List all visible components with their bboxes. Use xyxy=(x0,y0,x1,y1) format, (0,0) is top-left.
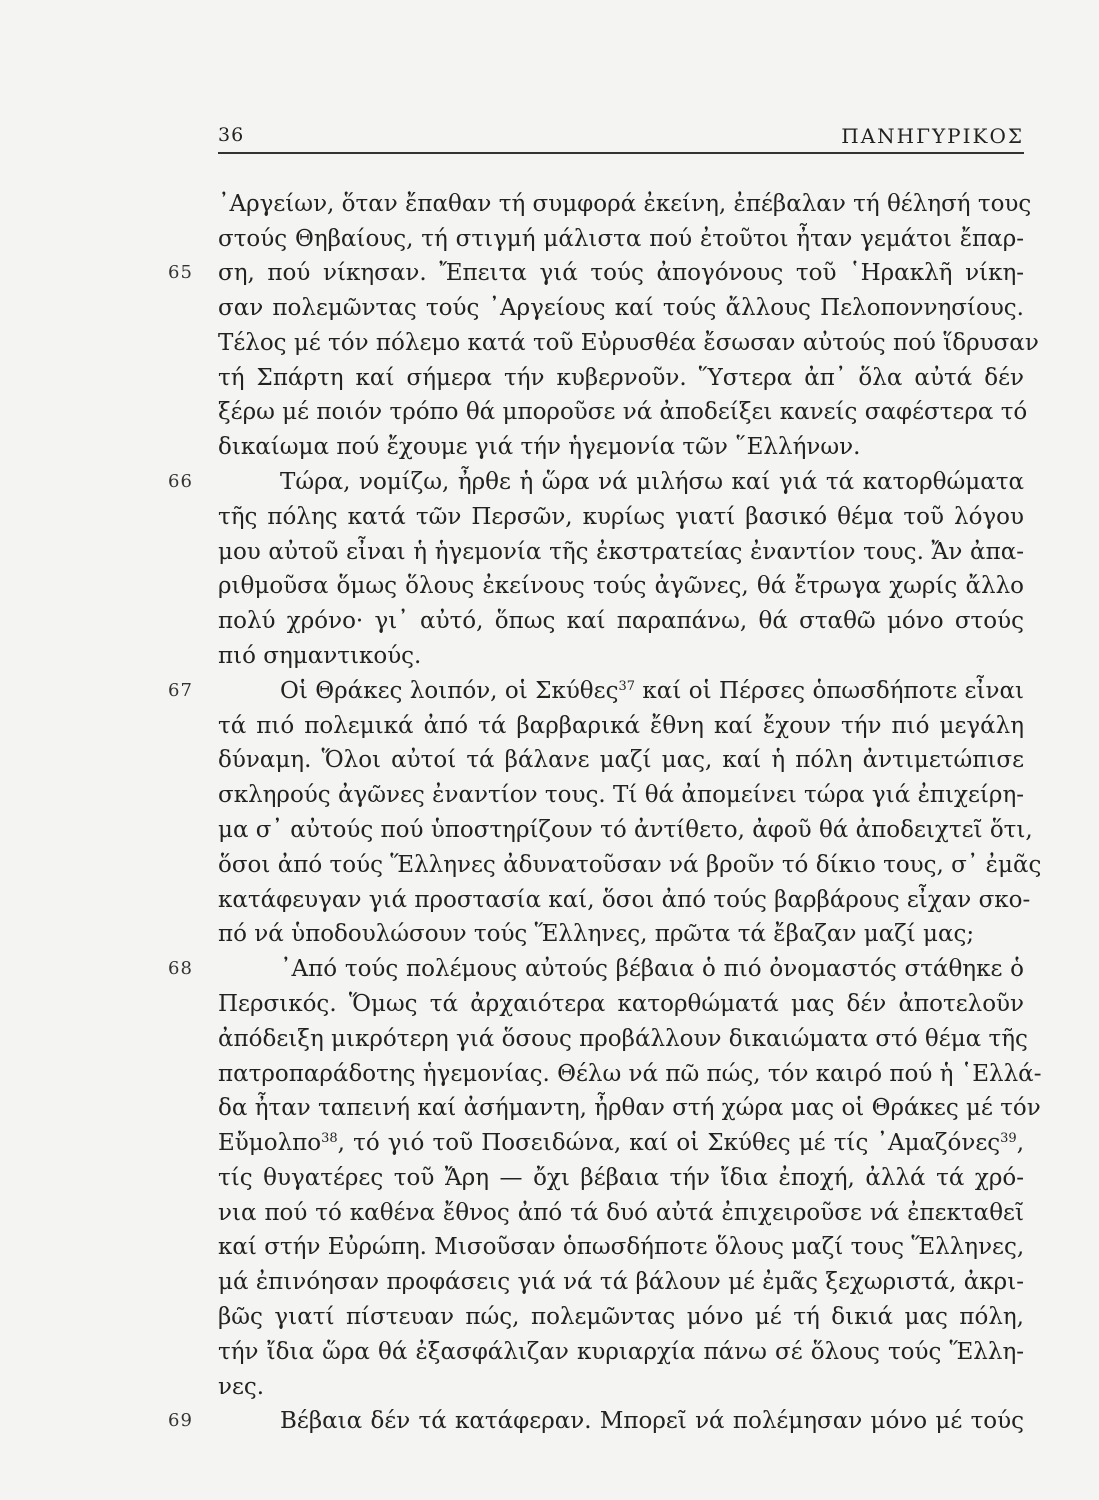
text-line: δύναμη. Ὅλοι αὐτοί τά βάλανε μαζί μας, καί ἡ πόλη ἀντιμετώπισε xyxy=(218,747,1024,773)
page-header xyxy=(218,118,1024,154)
text-line: στούς Θηβαίους, τή στιγμή μάλιστα πού ἐτοῦτοι ἦταν γεμάτοι ἔπαρ- xyxy=(218,226,1024,252)
text-line: ᾿Αργείων, ὅταν ἔπαθαν τή συμφορά ἐκείνη, ἐπέβαλαν τή θέλησή τους xyxy=(218,191,1032,217)
text-line: καί στήν Εὐρώπη. Μισοῦσαν ὁπωσδήποτε ὅλους μαζί τους Ἕλληνες, xyxy=(218,1234,1025,1260)
text-fragment: Οἱ Θράκες λοιπόν, οἱ Σκύθες xyxy=(280,678,619,704)
text-line xyxy=(218,1129,1024,1157)
section-number-67: 67 xyxy=(168,680,193,701)
text-fragment: καί οἱ Πέρσες ὁπωσδήποτε εἶναι xyxy=(635,678,1025,704)
text-line: Τώρα, νομίζω, ἦρθε ἡ ὥρα νά μιλήσω καί γιά τά κατορθώματα xyxy=(280,469,1024,495)
text-line: πολύ χρόνο· γι᾿ αὐτό, ὅπως καί παραπάνω, θά σταθῶ μόνο στούς xyxy=(218,608,1024,634)
section-number-65: 65 xyxy=(168,262,193,283)
text-line: τῆς πόλης κατά τῶν Περσῶν, κυρίως γιατί βασικό θέμα τοῦ λόγου xyxy=(218,504,1024,530)
running-title: ΠΑΝΗΓΥΡΙΚΟΣ xyxy=(841,124,1024,148)
text-line: Βέβαια δέν τά κατάφεραν. Μπορεῖ νά πολέμησαν μόνο μέ τούς xyxy=(280,1408,1024,1434)
text-fragment: Εὔμολπο xyxy=(218,1130,322,1156)
text-line: Περσικός. Ὅμως τά ἀρχαιότερα κατορθώματά μας δέν ἀποτελοῦν xyxy=(218,991,1024,1017)
text-line: πιό σημαντικούς. xyxy=(218,643,422,669)
text-line: μά ἐπινόησαν προφάσεις γιά νά τά βάλουν μέ ἐμᾶς ξεχωριστά, ἀκρι- xyxy=(218,1269,1024,1295)
text-line: ση, πού νίκησαν. Ἔπειτα γιά τούς ἀπογόνους τοῦ ῾Ηρακλῆ νίκη- xyxy=(218,260,1024,286)
text-line: ξέρω μέ ποιόν τρόπο θά μποροῦσε νά ἀποδείξει κανείς σαφέστερα τό xyxy=(218,399,1028,425)
text-line: τήν ἴδια ὥρα θά ἐξασφάλιζαν κυριαρχία πάνω σέ ὅλους τούς Ἕλλη- xyxy=(218,1339,1024,1365)
header-rule xyxy=(218,152,1024,154)
text-line: τή Σπάρτη καί σήμερα τήν κυβερνοῦν. Ὕστερα ἀπ᾿ ὅλα αὐτά δέν xyxy=(218,365,1024,391)
text-line: ὅσοι ἀπό τούς Ἕλληνες ἀδυνατοῦσαν νά βροῦν τό δίκιο τους, σ᾿ ἐμᾶς xyxy=(218,852,1042,878)
text-line: δα ἦταν ταπεινή καί ἀσήμαντη, ἦρθαν στή χώρα μας οἱ Θράκες μέ τόν xyxy=(218,1095,1041,1121)
text-line: κατάφευγαν γιά προστασία καί, ὅσοι ἀπό τούς βαρβάρους εἶχαν σκο- xyxy=(218,887,1031,913)
text-fragment: , τό γιό τοῦ Ποσειδώνα, καί οἱ Σκύθες μέ τίς ᾿Αμαζόνες xyxy=(337,1130,1001,1156)
section-number-69: 69 xyxy=(168,1410,193,1431)
page-number: 36 xyxy=(218,124,245,146)
footnote-ref-38[interactable]: 38 xyxy=(321,1131,338,1146)
text-line: σκληρούς ἀγῶνες ἐναντίον τους. Τί θά ἀπομείνει τώρα γιά ἐπιχείρη- xyxy=(218,782,1024,808)
text-line: τίς θυγατέρες τοῦ Ἄρη — ὄχι βέβαια τήν ἴδια ἐποχή, ἀλλά τά χρό- xyxy=(218,1165,1024,1191)
text-line: δικαίωμα πού ἔχουμε γιά τήν ἡγεμονία τῶν ῞Ελλήνων. xyxy=(218,434,861,460)
text-line: μα σ᾿ αὐτούς πού ὑποστηρίζουν τό ἀντίθετο, ἀφοῦ θά ἀποδειχτεῖ ὅτι, xyxy=(218,817,1033,843)
text-line: τά πιό πολεμικά ἀπό τά βαρβαρικά ἔθνη καί ἔχουν τήν πιό μεγάλη xyxy=(218,713,1024,739)
text-line xyxy=(218,677,1024,705)
text-line: νες. xyxy=(218,1374,265,1400)
text-line: βῶς γιατί πίστευαν πώς, πολεμῶντας μόνο μέ τή δικιά μας πόλη, xyxy=(218,1304,1024,1330)
text-line: ᾿Από τούς πολέμους αὐτούς βέβαια ὁ πιό ὀνομαστός στάθηκε ὁ xyxy=(280,956,1024,982)
footnote-ref-39[interactable]: 39 xyxy=(1000,1131,1017,1146)
text-line: μου αὐτοῦ εἶναι ἡ ἡγεμονία τῆς ἐκστρατείας ἐναντίον τους. Ἄν ἀπα- xyxy=(218,539,1024,565)
text-line: Τέλος μέ τόν πόλεμο κατά τοῦ Εὐρυσθέα ἔσωσαν αὐτούς πού ἵδρυσαν xyxy=(218,330,1039,356)
section-number-68: 68 xyxy=(168,958,193,979)
text-line: πό νά ὑποδουλώσουν τούς Ἕλληνες, πρῶτα τά ἔβαζαν μαζί μας; xyxy=(218,921,975,947)
text-line: πατροπαράδοτης ἡγεμονίας. Θέλω νά πῶ πώς, τόν καιρό πού ἡ ῾Ελλά- xyxy=(218,1061,1042,1087)
text-line: σαν πολεμῶντας τούς ᾿Αργείους καί τούς ἄλλους Πελοποννησίους. xyxy=(218,295,1024,321)
text-fragment: , xyxy=(1016,1130,1024,1156)
section-number-66: 66 xyxy=(168,471,193,492)
footnote-ref-37[interactable]: 37 xyxy=(618,679,636,694)
text-line: ριθμοῦσα ὅμως ὅλους ἐκείνους τούς ἀγῶνες, θά ἔτρωγα χωρίς ἄλλο xyxy=(218,573,1024,599)
text-line: ἀπόδειξη μικρότερη γιά ὅσους προβάλλουν δικαιώματα στό θέμα τῆς xyxy=(218,1026,1028,1052)
text-line: νια πού τό καθένα ἔθνος ἀπό τά δυό αὐτά ἐπιχειροῦσε νά ἐπεκταθεῖ xyxy=(218,1200,1024,1226)
